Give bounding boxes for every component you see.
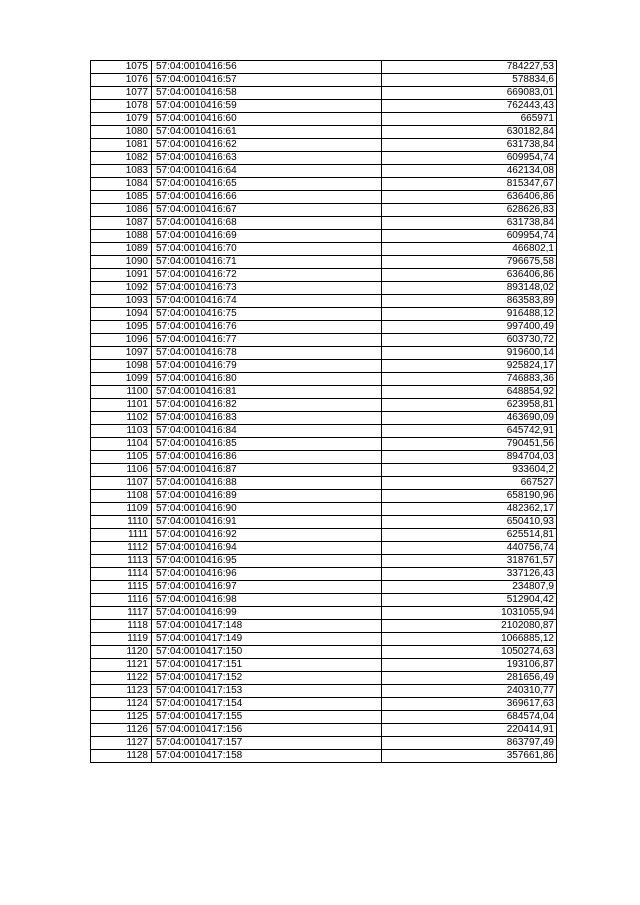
cadastral-value-cell: 894704,03 [382, 451, 557, 464]
row-number-cell: 1081 [91, 139, 152, 152]
table-row [91, 750, 557, 763]
table-row [91, 152, 557, 165]
table-row [91, 568, 557, 581]
table-row [91, 87, 557, 100]
cadastral-number-cell: 57:04:0010416:83 [152, 412, 382, 425]
cadastral-value-cell: 916488,12 [382, 308, 557, 321]
table-row [91, 217, 557, 230]
table-row [91, 295, 557, 308]
cadastral-value-cell: 919600,14 [382, 347, 557, 360]
cadastral-number-cell: 57:04:0010416:94 [152, 542, 382, 555]
cadastral-value-cell: 220414,91 [382, 724, 557, 737]
row-number-cell: 1080 [91, 126, 152, 139]
cadastral-value-cell: 2102080,87 [382, 620, 557, 633]
cadastral-value-cell: 746883,36 [382, 373, 557, 386]
cadastral-number-cell: 57:04:0010416:84 [152, 425, 382, 438]
row-number-cell: 1106 [91, 464, 152, 477]
cadastral-number-cell: 57:04:0010417:151 [152, 659, 382, 672]
cadastral-value-cell: 357661,86 [382, 750, 557, 763]
row-number-cell: 1108 [91, 490, 152, 503]
row-number-cell: 1121 [91, 659, 152, 672]
row-number-cell: 1088 [91, 230, 152, 243]
cadastral-number-cell: 57:04:0010416:86 [152, 451, 382, 464]
table-row [91, 191, 557, 204]
row-number-cell: 1110 [91, 516, 152, 529]
cadastral-number-cell: 57:04:0010416:95 [152, 555, 382, 568]
cadastral-value-cell: 636406,86 [382, 191, 557, 204]
table-row [91, 347, 557, 360]
cadastral-number-cell: 57:04:0010416:85 [152, 438, 382, 451]
table-row [91, 438, 557, 451]
cadastral-number-cell: 57:04:0010416:99 [152, 607, 382, 620]
cadastral-number-cell: 57:04:0010416:90 [152, 503, 382, 516]
cadastral-value-cell: 463690,09 [382, 412, 557, 425]
cadastral-value-cell: 933604,2 [382, 464, 557, 477]
cadastral-value-cell: 466802,1 [382, 243, 557, 256]
cadastral-number-cell: 57:04:0010416:60 [152, 113, 382, 126]
cadastral-number-cell: 57:04:0010416:88 [152, 477, 382, 490]
cadastral-value-cell: 667527 [382, 477, 557, 490]
cadastral-number-cell: 57:04:0010417:152 [152, 672, 382, 685]
row-number-cell: 1089 [91, 243, 152, 256]
cadastral-number-cell: 57:04:0010417:158 [152, 750, 382, 763]
cadastral-number-cell: 57:04:0010416:67 [152, 204, 382, 217]
table-row [91, 685, 557, 698]
row-number-cell: 1117 [91, 607, 152, 620]
table-row [91, 425, 557, 438]
row-number-cell: 1090 [91, 256, 152, 269]
row-number-cell: 1114 [91, 568, 152, 581]
table-row [91, 633, 557, 646]
row-number-cell: 1093 [91, 295, 152, 308]
cadastral-value-cell: 512904,42 [382, 594, 557, 607]
cadastral-value-cell: 684574,04 [382, 711, 557, 724]
row-number-cell: 1087 [91, 217, 152, 230]
row-number-cell: 1112 [91, 542, 152, 555]
cadastral-value-cell: 796675,58 [382, 256, 557, 269]
cadastral-value-cell: 997400,49 [382, 321, 557, 334]
cadastral-number-cell: 57:04:0010416:76 [152, 321, 382, 334]
cadastral-number-cell: 57:04:0010416:81 [152, 386, 382, 399]
cadastral-number-cell: 57:04:0010417:157 [152, 737, 382, 750]
cadastral-value-cell: 578834,6 [382, 74, 557, 87]
cadastral-value-cell: 482362,17 [382, 503, 557, 516]
row-number-cell: 1094 [91, 308, 152, 321]
cadastral-value-cell: 863797,49 [382, 737, 557, 750]
cadastral-value-cell: 1066885,12 [382, 633, 557, 646]
row-number-cell: 1105 [91, 451, 152, 464]
row-number-cell: 1099 [91, 373, 152, 386]
cadastral-number-cell: 57:04:0010416:82 [152, 399, 382, 412]
table-row [91, 490, 557, 503]
table-row [91, 451, 557, 464]
table-row [91, 269, 557, 282]
cadastral-value-cell: 609954,74 [382, 230, 557, 243]
cadastral-number-cell: 57:04:0010416:75 [152, 308, 382, 321]
cadastral-value-cell: 636406,86 [382, 269, 557, 282]
cadastral-value-cell: 784227,53 [382, 61, 557, 74]
row-number-cell: 1111 [91, 529, 152, 542]
cadastral-number-cell: 57:04:0010416:79 [152, 360, 382, 373]
table-row [91, 737, 557, 750]
cadastral-number-cell: 57:04:0010416:98 [152, 594, 382, 607]
cadastral-value-cell: 630182,84 [382, 126, 557, 139]
cadastral-value-cell: 369617,63 [382, 698, 557, 711]
row-number-cell: 1119 [91, 633, 152, 646]
cadastral-value-cell: 650410,93 [382, 516, 557, 529]
cadastral-number-cell: 57:04:0010416:64 [152, 165, 382, 178]
cadastral-number-cell: 57:04:0010416:70 [152, 243, 382, 256]
cadastral-value-cell: 628626,83 [382, 204, 557, 217]
table-row [91, 113, 557, 126]
cadastral-number-cell: 57:04:0010416:58 [152, 87, 382, 100]
cadastral-value-cell: 193106,87 [382, 659, 557, 672]
table-row [91, 464, 557, 477]
row-number-cell: 1096 [91, 334, 152, 347]
cadastral-value-cell: 658190,96 [382, 490, 557, 503]
cadastral-value-cell: 337126,43 [382, 568, 557, 581]
cadastral-number-cell: 57:04:0010416:91 [152, 516, 382, 529]
table-row [91, 516, 557, 529]
row-number-cell: 1120 [91, 646, 152, 659]
table-row [91, 139, 557, 152]
table-row [91, 321, 557, 334]
cadastral-value-cell: 762443,43 [382, 100, 557, 113]
cadastral-number-cell: 57:04:0010416:57 [152, 74, 382, 87]
cadastral-value-cell: 240310,77 [382, 685, 557, 698]
cadastral-number-cell: 57:04:0010416:65 [152, 178, 382, 191]
table-row [91, 711, 557, 724]
cadastral-number-cell: 57:04:0010416:71 [152, 256, 382, 269]
cadastral-value-cell: 462134,08 [382, 165, 557, 178]
row-number-cell: 1123 [91, 685, 152, 698]
table-row [91, 256, 557, 269]
cadastral-number-cell: 57:04:0010417:150 [152, 646, 382, 659]
row-number-cell: 1107 [91, 477, 152, 490]
table-row [91, 646, 557, 659]
row-number-cell: 1102 [91, 412, 152, 425]
cadastral-number-cell: 57:04:0010416:77 [152, 334, 382, 347]
cadastral-number-cell: 57:04:0010416:61 [152, 126, 382, 139]
cadastral-number-cell: 57:04:0010416:73 [152, 282, 382, 295]
table-row [91, 581, 557, 594]
table-row [91, 178, 557, 191]
cadastral-value-cell: 669083,01 [382, 87, 557, 100]
row-number-cell: 1092 [91, 282, 152, 295]
table-row [91, 555, 557, 568]
table-row [91, 243, 557, 256]
row-number-cell: 1082 [91, 152, 152, 165]
row-number-cell: 1100 [91, 386, 152, 399]
table-row [91, 386, 557, 399]
cadastral-number-cell: 57:04:0010416:97 [152, 581, 382, 594]
cadastral-number-cell: 57:04:0010416:59 [152, 100, 382, 113]
row-number-cell: 1116 [91, 594, 152, 607]
cadastral-number-cell: 57:04:0010416:66 [152, 191, 382, 204]
table-body [91, 61, 557, 763]
row-number-cell: 1076 [91, 74, 152, 87]
cadastral-value-cell: 625514,81 [382, 529, 557, 542]
row-number-cell: 1098 [91, 360, 152, 373]
table-row [91, 542, 557, 555]
row-number-cell: 1109 [91, 503, 152, 516]
cadastral-value-cell: 815347,67 [382, 178, 557, 191]
row-number-cell: 1078 [91, 100, 152, 113]
cadastral-value-cell: 1050274,63 [382, 646, 557, 659]
cadastral-value-cell: 281656,49 [382, 672, 557, 685]
cadastral-number-cell: 57:04:0010416:69 [152, 230, 382, 243]
cadastral-value-cell: 648854,92 [382, 386, 557, 399]
row-number-cell: 1079 [91, 113, 152, 126]
cadastral-number-cell: 57:04:0010417:148 [152, 620, 382, 633]
cadastral-value-cell: 863583,89 [382, 295, 557, 308]
table-row [91, 399, 557, 412]
table-row [91, 373, 557, 386]
cadastre-value-table [90, 60, 557, 763]
cadastral-value-cell: 925824,17 [382, 360, 557, 373]
table-row [91, 412, 557, 425]
table-row [91, 503, 557, 516]
cadastral-number-cell: 57:04:0010416:62 [152, 139, 382, 152]
cadastral-number-cell: 57:04:0010416:92 [152, 529, 382, 542]
cadastral-number-cell: 57:04:0010416:72 [152, 269, 382, 282]
cadastral-number-cell: 57:04:0010416:56 [152, 61, 382, 74]
cadastral-number-cell: 57:04:0010416:74 [152, 295, 382, 308]
table-row [91, 126, 557, 139]
row-number-cell: 1115 [91, 581, 152, 594]
table-row [91, 100, 557, 113]
cadastral-value-cell: 603730,72 [382, 334, 557, 347]
table-row [91, 165, 557, 178]
cadastral-number-cell: 57:04:0010416:89 [152, 490, 382, 503]
table-row [91, 724, 557, 737]
cadastral-number-cell: 57:04:0010417:149 [152, 633, 382, 646]
row-number-cell: 1084 [91, 178, 152, 191]
row-number-cell: 1122 [91, 672, 152, 685]
cadastral-value-cell: 318761,57 [382, 555, 557, 568]
table-row [91, 204, 557, 217]
row-number-cell: 1091 [91, 269, 152, 282]
row-number-cell: 1125 [91, 711, 152, 724]
cadastral-number-cell: 57:04:0010417:155 [152, 711, 382, 724]
cadastral-number-cell: 57:04:0010417:153 [152, 685, 382, 698]
table-row [91, 360, 557, 373]
cadastral-value-cell: 623958,81 [382, 399, 557, 412]
cadastral-number-cell: 57:04:0010417:154 [152, 698, 382, 711]
table-row [91, 594, 557, 607]
cadastral-number-cell: 57:04:0010416:78 [152, 347, 382, 360]
row-number-cell: 1086 [91, 204, 152, 217]
cadastral-value-cell: 631738,84 [382, 139, 557, 152]
table-row [91, 672, 557, 685]
row-number-cell: 1095 [91, 321, 152, 334]
table-row [91, 230, 557, 243]
row-number-cell: 1077 [91, 87, 152, 100]
cadastral-value-cell: 893148,02 [382, 282, 557, 295]
table-row [91, 620, 557, 633]
cadastral-value-cell: 440756,74 [382, 542, 557, 555]
table-row [91, 334, 557, 347]
table-row [91, 282, 557, 295]
row-number-cell: 1124 [91, 698, 152, 711]
cadastral-value-cell: 631738,84 [382, 217, 557, 230]
row-number-cell: 1127 [91, 737, 152, 750]
cadastral-number-cell: 57:04:0010416:63 [152, 152, 382, 165]
row-number-cell: 1083 [91, 165, 152, 178]
table-row [91, 698, 557, 711]
table-row [91, 607, 557, 620]
cadastral-value-cell: 790451,56 [382, 438, 557, 451]
table-row [91, 529, 557, 542]
cadastral-number-cell: 57:04:0010416:68 [152, 217, 382, 230]
row-number-cell: 1126 [91, 724, 152, 737]
cadastral-number-cell: 57:04:0010416:87 [152, 464, 382, 477]
cadastral-value-cell: 234807,9 [382, 581, 557, 594]
cadastral-value-cell: 1031055,94 [382, 607, 557, 620]
row-number-cell: 1118 [91, 620, 152, 633]
table-row [91, 477, 557, 490]
cadastral-number-cell: 57:04:0010416:96 [152, 568, 382, 581]
row-number-cell: 1075 [91, 61, 152, 74]
row-number-cell: 1097 [91, 347, 152, 360]
cadastral-number-cell: 57:04:0010416:80 [152, 373, 382, 386]
table-row [91, 659, 557, 672]
row-number-cell: 1101 [91, 399, 152, 412]
row-number-cell: 1103 [91, 425, 152, 438]
table-row [91, 61, 557, 74]
cadastral-value-cell: 645742,91 [382, 425, 557, 438]
table-row [91, 74, 557, 87]
table-row [91, 308, 557, 321]
cadastral-value-cell: 665971 [382, 113, 557, 126]
cadastral-value-cell: 609954,74 [382, 152, 557, 165]
cadastral-number-cell: 57:04:0010417:156 [152, 724, 382, 737]
row-number-cell: 1128 [91, 750, 152, 763]
row-number-cell: 1113 [91, 555, 152, 568]
row-number-cell: 1085 [91, 191, 152, 204]
row-number-cell: 1104 [91, 438, 152, 451]
